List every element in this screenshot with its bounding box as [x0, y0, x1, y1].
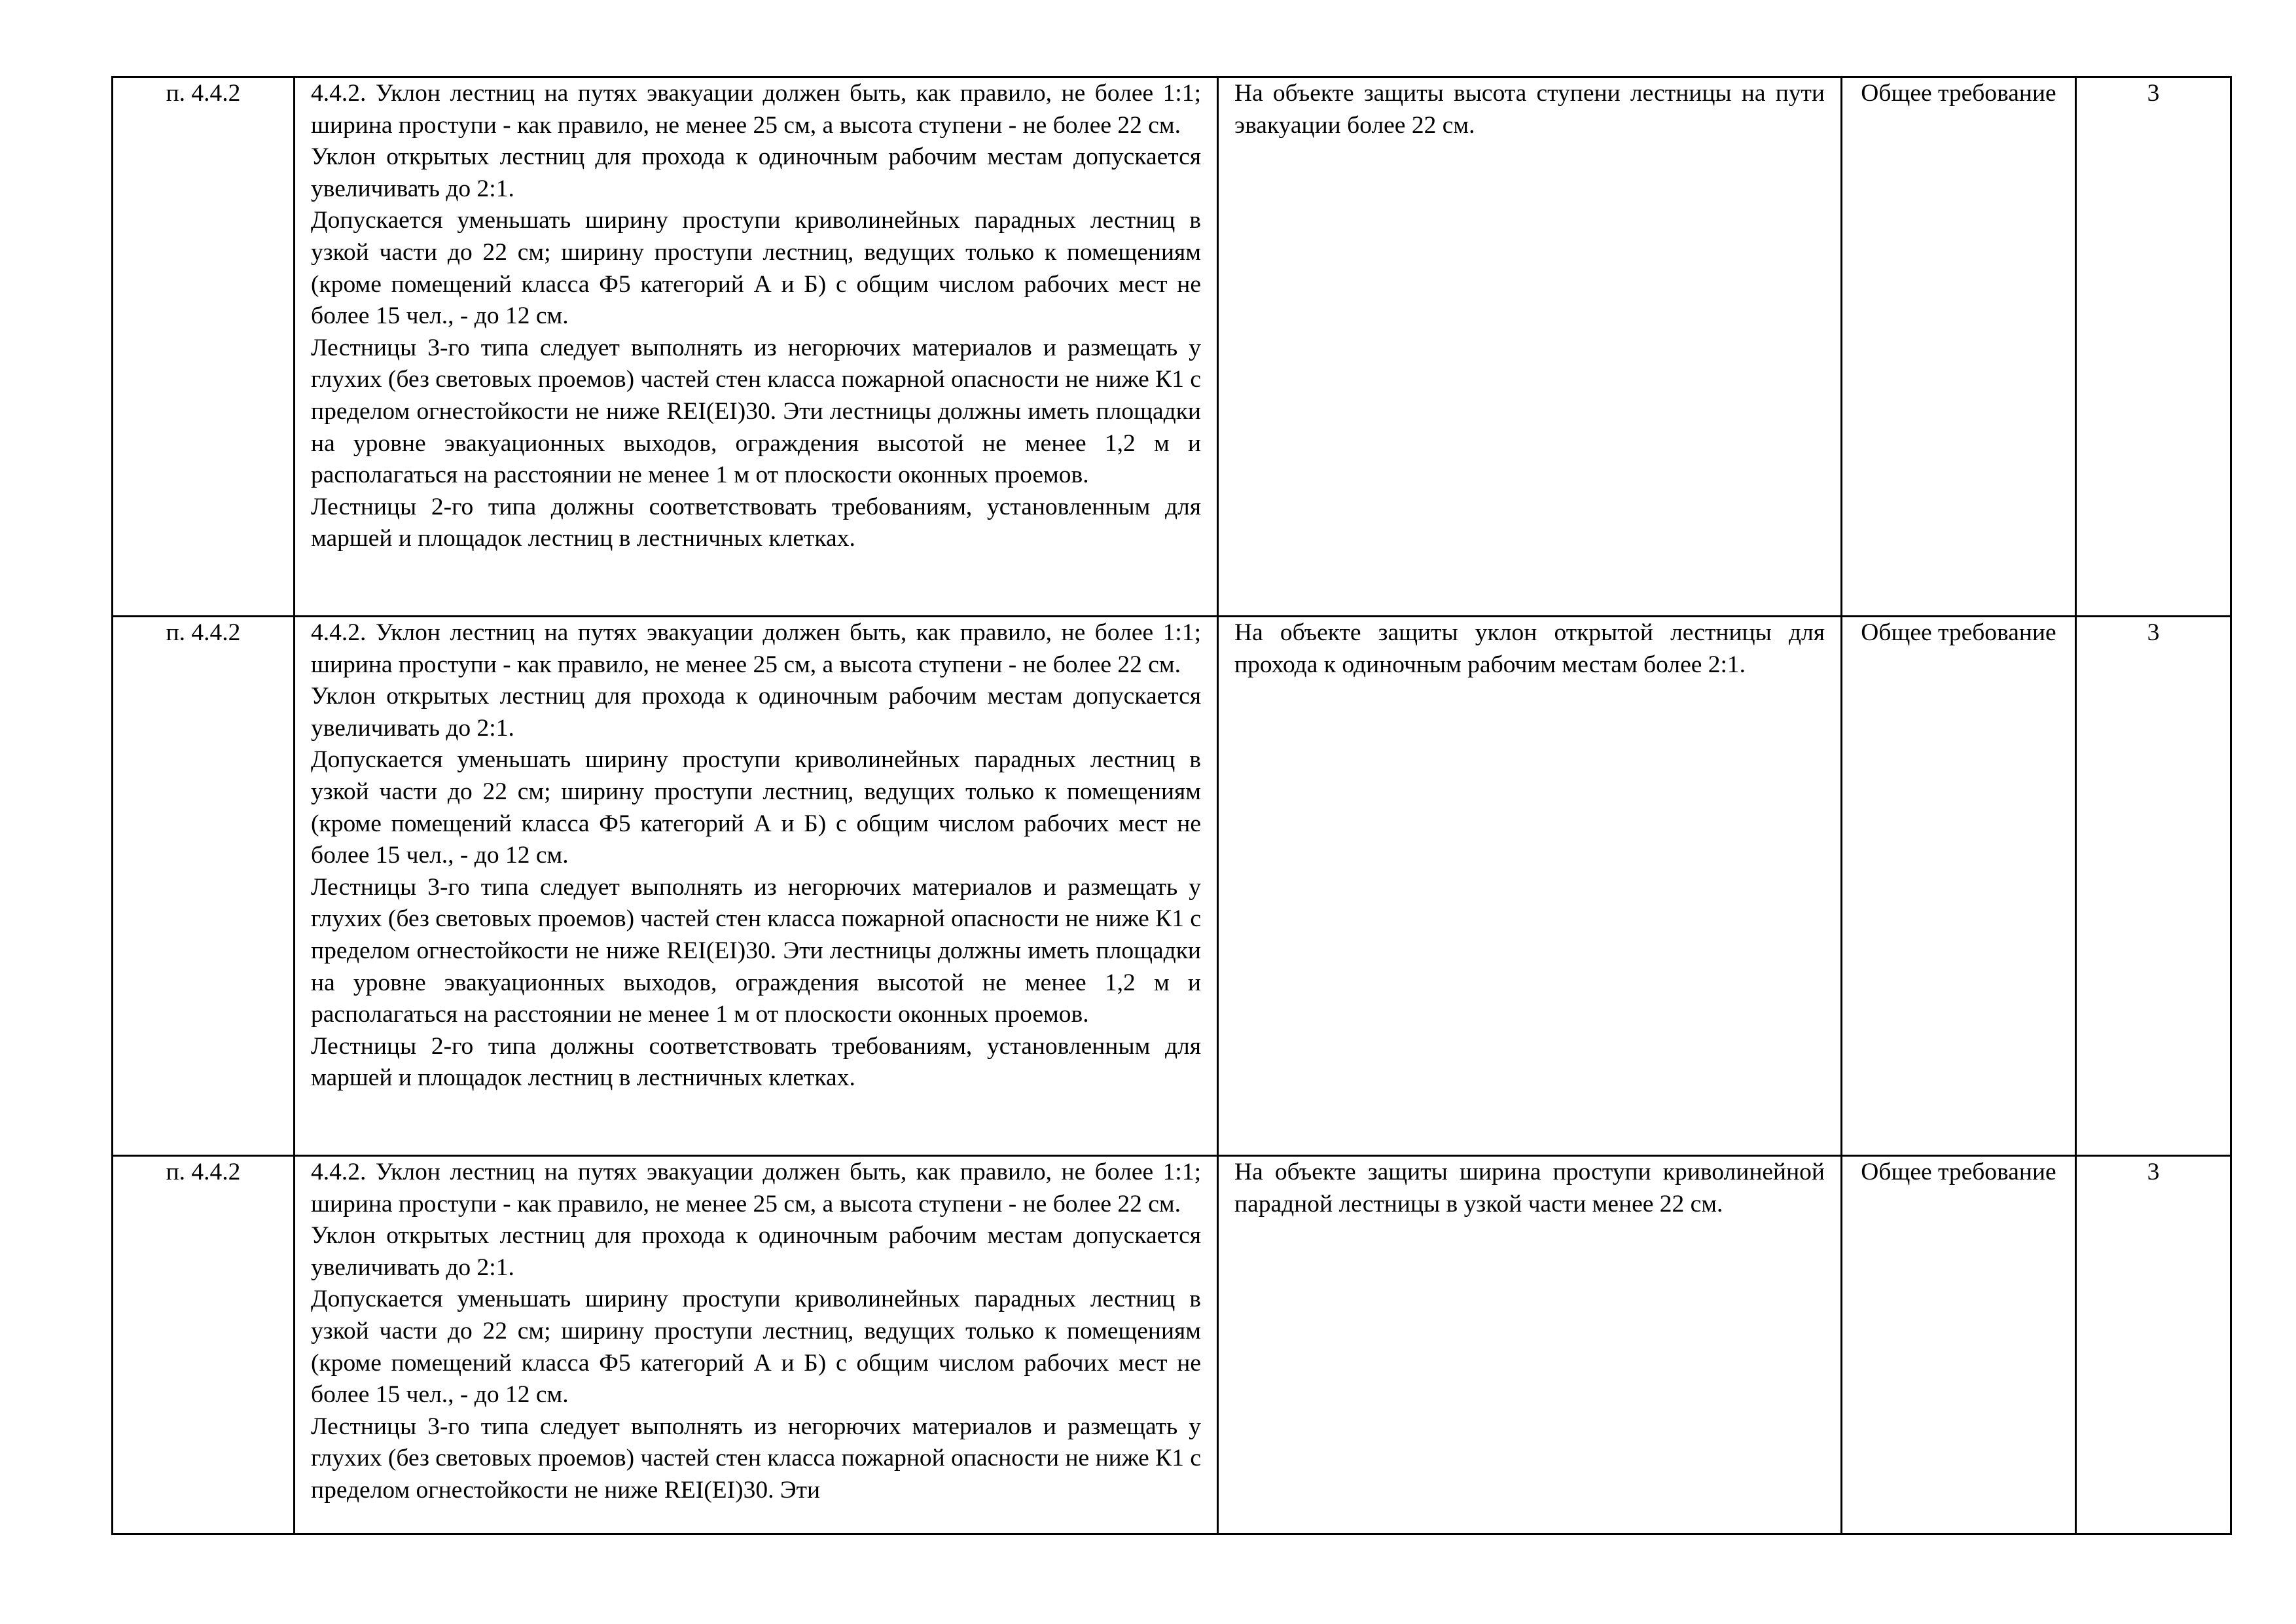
table-row — [113, 77, 2231, 617]
clause-reference: п. 4.4.2 — [113, 617, 295, 1156]
violation-text: На объекте защиты ширина проступи криволинейной парадной лестницы в узкой части менее 22 см. — [1234, 1159, 1825, 1218]
table-row — [113, 1156, 2231, 1534]
requirement-text — [295, 77, 1218, 617]
requirement-paragraph: Лестницы 2-го типа должны соответствовать требованиям, установленным для маршей и площадок лестниц в лестничных клетках. — [311, 1032, 1201, 1092]
clause-reference: п. 4.4.2 — [113, 1156, 295, 1534]
requirement-paragraph: Допускается уменьшать ширину проступи криволинейных парадных лестниц в узкой части до 22 см; ширину проступи лестниц, ведущих только к помещениям (кроме помещений класса Ф5 категорий А и Б) с общим числом рабочих мест не более 15 чел., - до 12 см. — [311, 746, 1201, 869]
risk-category: 3 — [2076, 77, 2231, 617]
requirement-paragraph: Уклон открытых лестниц для прохода к одиночным рабочим местам допускается увеличивать до 2:1. — [311, 1222, 1201, 1281]
requirement-type: Общее требование — [1842, 617, 2076, 1156]
violation-text: На объекте защиты уклон открытой лестницы для прохода к одиночным рабочим местам более 2:1. — [1234, 619, 1825, 678]
requirement-text — [295, 1156, 1218, 1534]
requirement-paragraph: Лестницы 2-го типа должны соответствовать требованиям, установленным для маршей и площадок лестниц в лестничных клетках. — [311, 493, 1201, 552]
requirement-paragraph: 4.4.2. Уклон лестниц на путях эвакуации должен быть, как правило, не более 1:1; ширина проступи - как правило, не менее 25 см, а высота ступени - не более 22 см. — [311, 80, 1201, 139]
requirement-paragraph: Допускается уменьшать ширину проступи криволинейных парадных лестниц в узкой части до 22 см; ширину проступи лестниц, ведущих только к помещениям (кроме помещений класса Ф5 категорий А и Б) с общим числом рабочих мест не более 15 чел., - до 12 см. — [311, 1286, 1201, 1409]
requirement-paragraph: Уклон открытых лестниц для прохода к одиночным рабочим местам допускается увеличивать до 2:1. — [311, 143, 1201, 202]
risk-category: 3 — [2076, 617, 2231, 1156]
requirement-type: Общее требование — [1842, 1156, 2076, 1534]
requirement-text — [295, 617, 1218, 1156]
violation-text: На объекте защиты высота ступени лестницы на пути эвакуации более 22 см. — [1234, 80, 1825, 139]
table-row — [113, 617, 2231, 1156]
risk-category: 3 — [2076, 1156, 2231, 1534]
requirement-paragraph: Уклон открытых лестниц для прохода к одиночным рабочим местам допускается увеличивать до 2:1. — [311, 683, 1201, 742]
requirement-paragraph: Лестницы 3-го типа следует выполнять из негорючих материалов и размещать у глухих (без световых проемов) частей стен класса пожарной опасности не ниже К1 с пределом огнестойкости не ниже REI(EI)30. Эти лестницы должны иметь площадки на уровне эвакуационных выходов, ограждения высотой не менее 1,2 м и располагаться на расстоянии не менее 1 м от плоскости оконных проемов. — [311, 334, 1201, 489]
requirement-paragraph: 4.4.2. Уклон лестниц на путях эвакуации должен быть, как правило, не более 1:1; ширина проступи - как правило, не менее 25 см, а высота ступени - не более 22 см. — [311, 619, 1201, 678]
requirement-paragraph: Лестницы 3-го типа следует выполнять из негорючих материалов и размещать у глухих (без световых проемов) частей стен класса пожарной опасности не ниже К1 с пределом огнестойкости не ниже REI(EI)30. Эти лестницы должны иметь площадки на уровне эвакуационных выходов, ограждения высотой не менее 1,2 м и располагаться на расстоянии не менее 1 м от плоскости оконных проемов. — [311, 873, 1201, 1028]
violation-description — [1218, 617, 1842, 1156]
requirement-type: Общее требование — [1842, 77, 2076, 617]
requirement-paragraph: Допускается уменьшать ширину проступи криволинейных парадных лестниц в узкой части до 22 см; ширину проступи лестниц, ведущих только к помещениям (кроме помещений класса Ф5 категорий А и Б) с общим числом рабочих мест не более 15 чел., - до 12 см. — [311, 207, 1201, 330]
clause-reference: п. 4.4.2 — [113, 77, 295, 617]
violation-description — [1218, 77, 1842, 617]
requirement-paragraph: 4.4.2. Уклон лестниц на путях эвакуации должен быть, как правило, не более 1:1; ширина проступи - как правило, не менее 25 см, а высота ступени - не более 22 см. — [311, 1159, 1201, 1218]
violation-description — [1218, 1156, 1842, 1534]
requirement-paragraph: Лестницы 3-го типа следует выполнять из негорючих материалов и размещать у глухих (без световых проемов) частей стен класса пожарной опасности не ниже К1 с пределом огнестойкости не ниже REI(EI)30. Эти — [311, 1413, 1201, 1504]
requirements-table — [111, 76, 2232, 1535]
